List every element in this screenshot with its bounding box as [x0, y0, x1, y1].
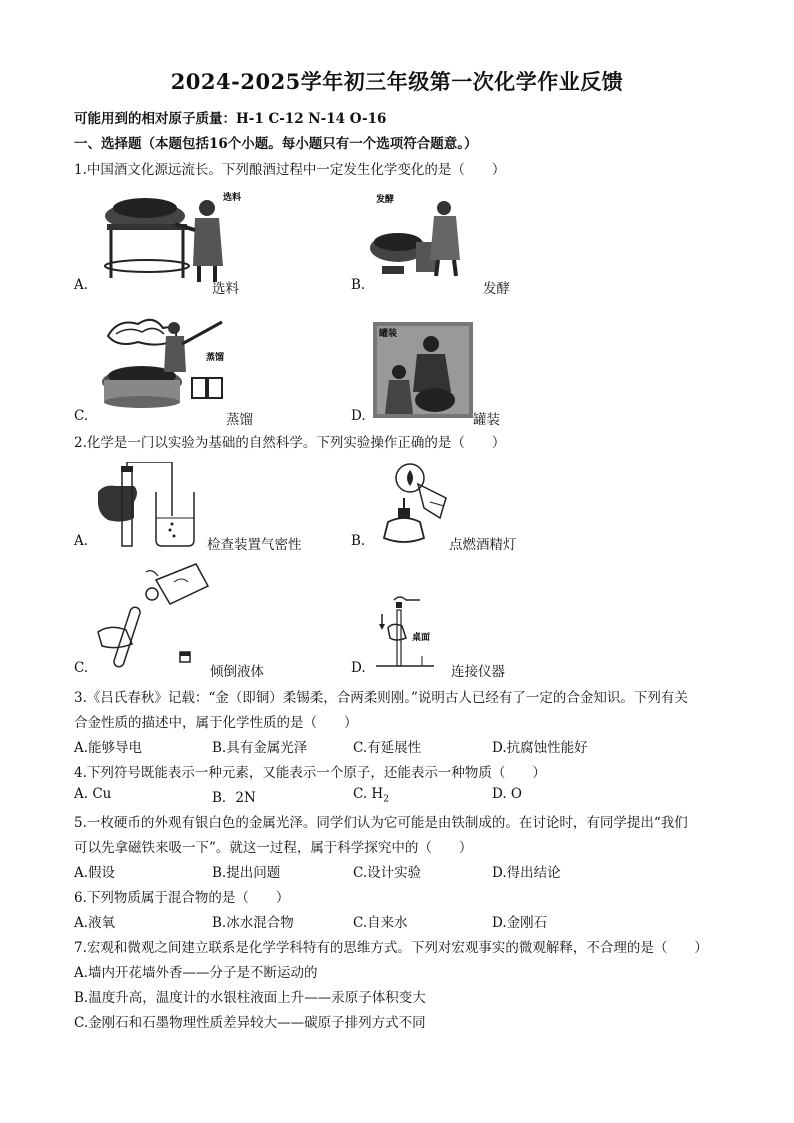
- q1-option-a-letter[interactable]: A.: [74, 277, 89, 293]
- q5-option-b[interactable]: B.提出问题: [212, 865, 281, 881]
- q7-option-c[interactable]: C.金刚石和石墨物理性质差异较大——碳原子排列方式不同: [74, 1015, 426, 1031]
- q1-option-b-letter[interactable]: B.: [351, 277, 366, 293]
- q4-option-a[interactable]: A. Cu: [74, 786, 112, 802]
- q4-option-c-subscript: 2: [383, 794, 389, 805]
- q1-option-c-letter[interactable]: C.: [74, 408, 89, 424]
- q1-option-a-caption: 选料: [212, 281, 239, 297]
- atomic-masses: 可能用到的相对原子质量：H-1 C-12 N-14 O-16: [74, 111, 387, 127]
- q6-option-d[interactable]: D.金刚石: [492, 915, 548, 931]
- q2-option-d-letter[interactable]: D.: [351, 660, 366, 676]
- q4-option-d[interactable]: D. O: [492, 786, 522, 802]
- q7-option-a[interactable]: A.墙内开花墙外香——分子是不断运动的: [74, 965, 318, 981]
- q4-option-c[interactable]: [353, 786, 389, 805]
- q5-stem-line1: 5.一枚硬币的外观有银白色的金属光泽。同学们认为它可能是由铁制成的。在讨论时，有同学提出“我们: [74, 815, 688, 831]
- q2-option-c-letter[interactable]: C.: [74, 660, 89, 676]
- q3-option-c[interactable]: C.有延展性: [353, 740, 422, 756]
- q2-option-a-image: [94, 462, 204, 548]
- q6-option-a[interactable]: A.液氧: [74, 915, 116, 931]
- q1-option-c-image: [98, 314, 228, 414]
- q1-a-img-label: 选料: [223, 193, 242, 203]
- q3-option-b[interactable]: B.具有金属光泽: [212, 740, 308, 756]
- q3-stem-line2: 合金性质的描述中，属于化学性质的是（ ）: [74, 715, 358, 731]
- q2-option-a-letter[interactable]: A.: [74, 533, 89, 549]
- q2-option-b-caption: 点燃酒精灯: [449, 537, 517, 553]
- q5-option-d[interactable]: D.得出结论: [492, 865, 561, 881]
- q3-option-a[interactable]: A.能够导电: [74, 740, 143, 756]
- q2-option-b-image: [374, 462, 454, 548]
- q5-option-c[interactable]: C.设计实验: [353, 865, 422, 881]
- q7-option-b[interactable]: B.温度升高，温度计的水银柱液面上升——汞原子体积变大: [74, 990, 426, 1006]
- q2-d-img-label: 桌面: [412, 633, 431, 643]
- q1-option-d-letter[interactable]: D.: [351, 408, 366, 424]
- q1-option-a-image: [95, 186, 245, 286]
- q1-c-img-label: 蒸馏: [206, 353, 225, 363]
- q5-stem-line2: 可以先拿磁铁来吸一下”。就这一过程，属于科学探究中的（ ）: [74, 840, 473, 856]
- q3-option-d[interactable]: D.抗腐蚀性能好: [492, 740, 588, 756]
- q6-option-c[interactable]: C.自来水: [353, 915, 408, 931]
- q3-stem-line1: 3.《吕氏春秋》记载：“金（即铜）柔锡柔，合两柔则刚。”说明古人已经有了一定的合金知识。下列有关: [74, 690, 688, 706]
- q2-option-c-image: [96, 560, 216, 670]
- q4-option-c-text: C. H: [353, 786, 384, 802]
- q2-option-d-image: [376, 594, 446, 670]
- q2-stem: 2.化学是一门以实验为基础的自然科学。下列实验操作正确的是（ ）: [74, 435, 506, 451]
- q1-option-b-image: [368, 190, 478, 280]
- q6-stem: 6.下列物质属于混合物的是（ ）: [74, 890, 290, 906]
- q1-option-c-caption: 蒸馏: [226, 412, 253, 428]
- q2-option-c-caption: 倾倒液体: [210, 664, 264, 680]
- q1-option-d-image: [373, 322, 473, 418]
- section-heading: 一、选择题（本题包括16个小题。每小题只有一个选项符合题意。）: [74, 136, 478, 152]
- q2-option-b-letter[interactable]: B.: [351, 533, 366, 549]
- q2-option-d-caption: 连接仪器: [451, 664, 505, 680]
- q7-stem: 7.宏观和微观之间建立联系是化学学科特有的思维方式。下列对宏观事实的微观解释，不合理的是（ ）: [74, 940, 708, 956]
- q1-option-d-caption: 罐装: [473, 412, 500, 428]
- q4-option-b[interactable]: B．2N: [212, 790, 256, 806]
- q1-d-img-label: 罐装: [379, 329, 398, 339]
- q1-option-b-caption: 发酵: [483, 281, 510, 297]
- page-title: 2024-2025学年初三年级第一次化学作业反馈: [170, 69, 624, 94]
- q4-stem: 4.下列符号既能表示一种元素，又能表示一个原子，还能表示一种物质（ ）: [74, 765, 546, 781]
- q2-option-a-caption: 检查装置气密性: [207, 537, 302, 553]
- q6-option-b[interactable]: B.冰水混合物: [212, 915, 294, 931]
- q5-option-a[interactable]: A.假设: [74, 865, 116, 881]
- q1-stem: 1.中国酒文化源远流长。下列酿酒过程中一定发生化学变化的是（ ）: [74, 162, 506, 178]
- q1-b-img-label: 发酵: [376, 195, 395, 205]
